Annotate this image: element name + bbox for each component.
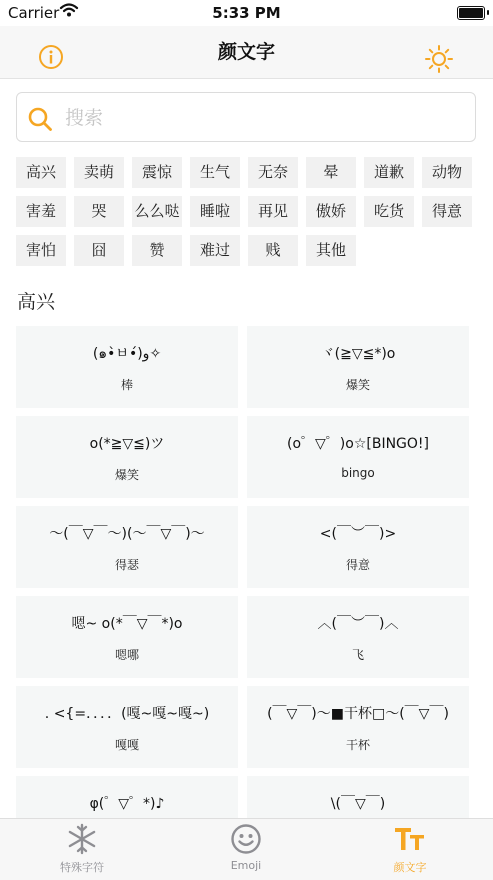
emoticon-label: 飞 [351, 648, 364, 662]
section-title: 高兴 [17, 291, 56, 313]
category-tag[interactable]: 害羞 [16, 196, 66, 227]
emoticon-text: ︿(￣︶￣)︿ [317, 616, 399, 632]
emoticon-label: 爆笑 [114, 468, 139, 482]
tab-label: 特殊字符 [60, 861, 104, 874]
category-tag[interactable]: 傲娇 [306, 196, 356, 227]
emoticon-card[interactable] [16, 416, 238, 498]
category-tag[interactable]: 生气 [190, 157, 240, 188]
emoticon-text: \(￣▽￣) [330, 796, 386, 812]
tab-emoji[interactable] [164, 819, 328, 880]
emoticon-grid [0, 326, 493, 812]
emoticon-card[interactable] [247, 326, 469, 408]
category-tag[interactable]: 吃货 [364, 196, 414, 227]
battery-tip [487, 10, 489, 15]
emoticon-card[interactable] [247, 686, 469, 768]
category-tag[interactable]: 晕 [306, 157, 356, 188]
emoticon-card[interactable] [247, 506, 469, 588]
search-icon [27, 106, 53, 136]
smiley-icon [230, 823, 262, 859]
status-time: 5:33 PM [212, 4, 281, 22]
emoticon-label: 棒 [120, 378, 133, 392]
battery-icon [457, 6, 485, 20]
emoticon-card[interactable] [16, 596, 238, 678]
tab-bar [0, 818, 493, 880]
emoticon-card[interactable] [247, 416, 469, 498]
page-title: 颜文字 [217, 41, 275, 63]
navigation-bar [0, 26, 493, 79]
category-tag[interactable]: 赞 [132, 235, 182, 266]
emoticon-label: 得瑟 [114, 558, 139, 572]
category-tag[interactable]: 么么哒 [132, 196, 182, 227]
search-box[interactable] [16, 92, 476, 142]
emoticon-text: φ(゜▽゜*)♪ [89, 796, 165, 812]
category-tag[interactable]: 无奈 [248, 157, 298, 188]
emoticon-label: 嘎嘎 [114, 738, 139, 752]
emoticon-text: ヾ(≧▽≦*)o [320, 346, 396, 362]
carrier-label: Carrier [8, 4, 60, 22]
category-tag[interactable]: 难过 [190, 235, 240, 266]
category-tag[interactable]: 震惊 [132, 157, 182, 188]
category-tag[interactable]: 高兴 [16, 157, 66, 188]
category-tag[interactable]: 得意 [422, 196, 472, 227]
snowflake-icon [66, 823, 98, 859]
tab-label: 颜文字 [393, 861, 427, 874]
emoticon-text: (o゜▽゜)o☆[BINGO!] [287, 436, 429, 452]
category-tag[interactable]: 再见 [248, 196, 298, 227]
emoticon-card[interactable] [16, 686, 238, 768]
tab-label: Emoji [230, 859, 262, 872]
category-tag[interactable]: 睡啦 [190, 196, 240, 227]
category-tag[interactable]: 哭 [74, 196, 124, 227]
category-tag[interactable]: 卖萌 [74, 157, 124, 188]
emoticon-text: 嗯~ o(*￣▽￣*)o [71, 616, 183, 632]
category-tag[interactable]: 动物 [422, 157, 472, 188]
emoticon-text: ～(￣▽￣～)(～￣▽￣)～ [49, 526, 205, 542]
emoticon-label: 嗯哪 [114, 648, 139, 662]
emoticon-text: o(*≧▽≦)ツ [89, 436, 165, 452]
category-tag[interactable]: 其他 [306, 235, 356, 266]
emoticon-label: 得意 [345, 558, 370, 572]
emoticon-card[interactable] [16, 506, 238, 588]
emoticon-text: . <{=．．．．(嘎~嘎~嘎~) [44, 706, 210, 722]
emoticon-label: 爆笑 [345, 378, 370, 392]
search-input[interactable] [63, 101, 467, 135]
text-size-icon [393, 823, 427, 859]
sun-icon[interactable] [424, 44, 454, 74]
category-tag[interactable]: 囧 [74, 235, 124, 266]
tab-kaomoji[interactable] [328, 819, 492, 880]
emoticon-text: <(￣︶￣)> [319, 526, 397, 542]
emoticon-text: (๑•̀ㅂ•́)و✧ [92, 346, 162, 362]
tab-special-characters[interactable] [0, 819, 164, 880]
emoticon-card[interactable] [247, 596, 469, 678]
emoticon-label: 干杯 [345, 738, 370, 752]
emoticon-card[interactable] [16, 326, 238, 408]
category-tag[interactable]: 害怕 [16, 235, 66, 266]
status-bar [0, 0, 493, 26]
category-tag[interactable]: 贱 [248, 235, 298, 266]
emoticon-text: (￣▽￣)～■干杯□～(￣▽￣) [267, 706, 449, 722]
category-tag[interactable]: 道歉 [364, 157, 414, 188]
emoticon-label: bingo [341, 466, 375, 480]
